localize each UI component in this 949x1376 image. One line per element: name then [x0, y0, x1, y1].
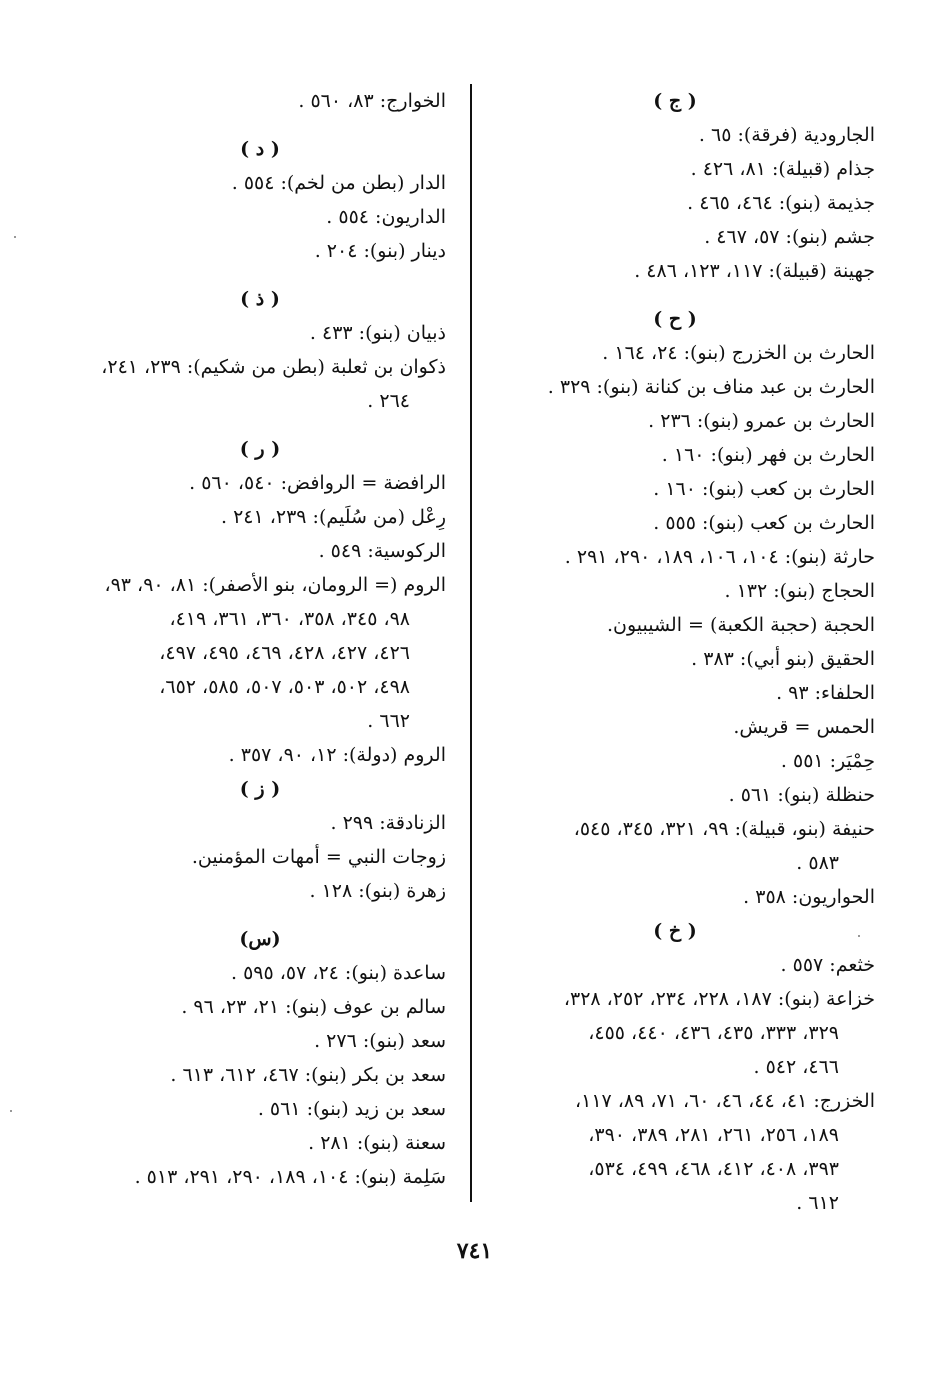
index-entry: الحقيق (بنو أبي): ٣٨٣ . [691, 648, 875, 670]
section-gap [74, 418, 446, 432]
letter-heading: ( ر ) [239, 438, 281, 460]
index-entry: جشم (بنو): ٥٧، ٤٦٧ . [704, 226, 875, 248]
index-entry: جذام (قبيلة): ٨١، ٤٢٦ . [690, 158, 875, 180]
index-entry: زهرة (بنو): ١٢٨ . [309, 880, 446, 902]
letter-heading: ( د ) [240, 138, 280, 160]
letter-heading: ( خ ) [653, 920, 697, 942]
index-entry: الحارث بن عمرو (بنو): ٢٣٦ . [648, 410, 875, 432]
letter-heading: ( ذ ) [240, 288, 280, 310]
index-entry-continuation: ٩٨، ٣٤٥، ٣٥٨، ٣٦٠، ٣٦١، ٤١٩، [169, 608, 410, 630]
index-entry-continuation: ٣٢٩، ٣٣٣، ٤٣٥، ٤٣٦، ٤٤٠، ٤٥٥، [588, 1022, 839, 1044]
index-entry: سعد بن زيد (بنو): ٥٦١ . [257, 1098, 446, 1120]
index-entry: الروم (= الرومان، بنو الأصفر): ٨١، ٩٠، ٩٣، [104, 574, 446, 596]
index-entry: ذبيان (بنو): ٤٣٣ . [309, 322, 446, 344]
index-entry-continuation: ٤٩٨، ٥٠٢، ٥٠٣، ٥٠٧، ٥٨٥، ٦٥٢، [159, 676, 410, 698]
index-entry: حنيفة (بنو، قبيلة): ٩٩، ٣٢١، ٣٤٥، ٥٤٥، [573, 818, 875, 840]
letter-heading: (س) [239, 928, 281, 950]
index-entry: سالم بن عوف (بنو): ٢١، ٢٣، ٩٦ . [181, 996, 446, 1018]
index-entry: ذكوان بن ثعلبة (بطن من شكيم): ٢٣٩، ٢٤١، [101, 356, 446, 378]
index-entry: خزاعة (بنو): ١٨٧، ٢٢٨، ٢٣٤، ٢٥٢، ٣٢٨، [563, 988, 875, 1010]
index-entry: الخوارج: ٨٣، ٥٦٠ . [298, 90, 446, 112]
index-entry: الرافضة = الروافض: ٥٤٠، ٥٦٠ . [189, 472, 446, 494]
index-entry: الركوسية: ٥٤٩ . [318, 540, 446, 562]
index-column-right [475, 84, 875, 1220]
index-entry: الحواريون: ٣٥٨ . [743, 886, 875, 908]
index-entry: خثعم: ٥٥٧ . [780, 954, 875, 976]
index-entry: الزنادقة: ٢٩٩ . [330, 812, 446, 834]
index-entry: الخزرج: ٤١، ٤٤، ٤٦، ٦٠، ٧١، ٨٩، ١١٧، [574, 1090, 875, 1112]
index-entry: حارثة (بنو): ١٠٤، ١٠٦، ١٨٩، ٢٩٠، ٢٩١ . [564, 546, 875, 568]
section-gap [74, 118, 446, 132]
section-gap [475, 288, 875, 302]
letter-heading: ( ج ) [653, 90, 697, 112]
index-entry-continuation: ٢٦٤ . [367, 390, 410, 412]
index-entry: الحارث بن كعب (بنو): ٥٥٥ . [653, 512, 875, 534]
index-entry: حِمْيَر: ٥٥١ . [780, 750, 875, 772]
section-gap [74, 268, 446, 282]
scan-speck [10, 1110, 12, 1112]
section-gap [74, 908, 446, 922]
index-entry: الحجاج (بنو): ١٣٢ . [724, 580, 875, 602]
index-entry: جذيمة (بنو): ٤٦٤، ٤٦٥ . [687, 192, 875, 214]
index-entry: الحارث بن الخزرج (بنو): ٢٤، ١٦٤ . [602, 342, 875, 364]
index-entry: دينار (بنو): ٢٠٤ . [314, 240, 446, 262]
index-entry: الحجبة (حجبة الكعبة) = الشيبيون. [606, 614, 875, 636]
index-entry: الحارث بن فهر (بنو): ١٦٠ . [661, 444, 875, 466]
index-entry: الحارث بن عبد مناف بن كنانة (بنو): ٣٢٩ . [547, 376, 875, 398]
index-entry: حنظلة (بنو): ٥٦١ . [728, 784, 875, 806]
index-entry: الحمس = قريش. [733, 716, 875, 738]
index-entry-continuation: ٣٩٣، ٤٠٨، ٤١٢، ٤٦٨، ٤٩٩، ٥٣٤، [588, 1158, 839, 1180]
index-entry-continuation: ٥٨٣ . [796, 852, 839, 874]
index-entry: الدار (بطن من لخم): ٥٥٤ . [231, 172, 446, 194]
index-entry: الحلفاء: ٩٣ . [776, 682, 875, 704]
index-entry: ساعدة (بنو): ٢٤، ٥٧، ٥٩٥ . [230, 962, 446, 984]
letter-heading: ( ح ) [653, 308, 697, 330]
index-entry: جهينة (قبيلة): ١١٧، ١٢٣، ٤٨٦ . [634, 260, 875, 282]
index-entry: سعنة (بنو): ٢٨١ . [308, 1132, 446, 1154]
index-column-left [74, 84, 446, 1194]
scan-speck [14, 236, 16, 238]
index-entry: سعد (بنو): ٢٧٦ . [314, 1030, 446, 1052]
letter-heading: ( ز ) [239, 778, 281, 800]
index-entry-continuation: ٦٦٢ . [367, 710, 410, 732]
scan-speck [858, 935, 860, 937]
page-number: ٧٤١ [456, 1238, 493, 1264]
column-divider [470, 84, 472, 1202]
index-entry: زوجات النبي = أمهات المؤمنين. [191, 846, 446, 868]
index-entry-continuation: ٦١٢ . [796, 1192, 839, 1214]
index-entry-continuation: ٤٢٦، ٤٢٧، ٤٢٨، ٤٦٩، ٤٩٥، ٤٩٧، [159, 642, 410, 664]
index-entry: رِعْل (من سُلَيم): ٢٣٩، ٢٤١ . [221, 506, 446, 528]
index-entry: سَلِمة (بنو): ١٠٤، ١٨٩، ٢٩٠، ٢٩١، ٥١٣ . [134, 1166, 446, 1188]
index-entry: الداريون: ٥٥٤ . [326, 206, 446, 228]
index-entry-continuation: ١٨٩، ٢٥٦، ٢٦١، ٢٨١، ٣٨٩، ٣٩٠، [588, 1124, 839, 1146]
index-entry: سعد بن بكر (بنو): ٤٦٧، ٦١٢، ٦١٣ . [170, 1064, 446, 1086]
index-entry-continuation: ٤٦٦، ٥٤٢ . [753, 1056, 839, 1078]
index-entry: الروم (دولة): ١٢، ٩٠، ٣٥٧ . [228, 744, 446, 766]
index-entry: الحارث بن كعب (بنو): ١٦٠ . [653, 478, 875, 500]
index-entry: الجارودية (فرقة): ٦٥ . [698, 124, 875, 146]
